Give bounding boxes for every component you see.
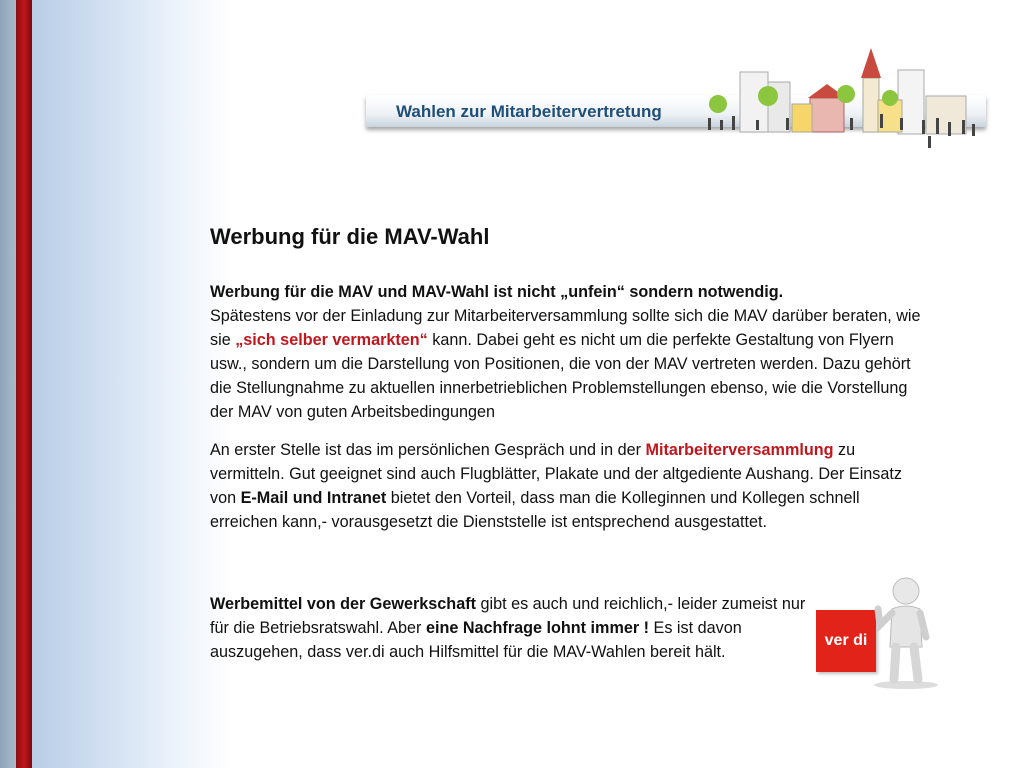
comm-text-1: An erster Stelle ist das im persönlichen Gespräch und in der xyxy=(210,441,646,459)
intro-text-2: kann. Dabei geht es nicht um die perfekte Gestaltung von Flyern usw., sondern um die Darstellung von Positionen, die von der MAV vertreten werden. Dazu gehört die Stellungnahme zu aktuellen innerbetrieblichen Problemstellungen ebenso, wie die Vorstellung der MAV von guten Arbeitsbedingungen xyxy=(210,331,911,421)
comm-highlight-email: E-Mail und Intranet xyxy=(240,489,387,507)
intro-lead-sentence: Werbung für die MAV und MAV-Wahl ist nicht „unfein“ sondern notwendig. xyxy=(210,283,784,301)
intro-highlight: „sich selber vermarkten“ xyxy=(235,331,428,349)
paragraph-intro xyxy=(210,280,930,424)
comm-text-2: zu vermitteln. Gut geeignet sind auch Flugblätter, Plakate und der altgediente Aushang. Der Einsatz von xyxy=(210,441,902,507)
union-text-1: gibt es auch und reichlich,- leider zumeist nur für die Betriebsratswahl. Aber xyxy=(210,595,806,637)
paragraph-communication xyxy=(210,438,930,534)
union-lead: Werbemittel von der Gewerkschaft xyxy=(210,595,476,613)
union-text-2: Es ist davon auszugehen, dass ver.di auch Hilfsmittel für die MAV-Wahlen bereit hält. xyxy=(210,619,742,661)
side-gradient-blue xyxy=(32,0,232,768)
banner-title: Wahlen zur Mitarbeitervertretung xyxy=(396,102,662,121)
paragraph-union xyxy=(210,592,810,664)
comm-text-3: bietet den Vorteil, dass man die Kolleginnen und Kollegen schnell erreichen kann,- vorausgesetzt die Dienststelle ist entsprechend ausgestattet. xyxy=(210,489,860,531)
intro-text-1: Spätestens vor der Einladung zur Mitarbeiterversammlung sollte sich die MAV darüber beraten, wie sie xyxy=(210,307,921,349)
verdi-logo: ver di xyxy=(816,610,876,672)
town-illustration-icon xyxy=(700,44,990,154)
page-heading: Werbung für die MAV-Wahl xyxy=(210,224,490,249)
union-highlight: eine Nachfrage lohnt immer ! xyxy=(425,619,650,637)
side-stripe-red xyxy=(16,0,32,768)
comm-highlight-versammlung: Mitarbeiterversammlung xyxy=(645,441,834,459)
thumbs-up-figure-icon xyxy=(868,575,948,690)
side-stripe-gray xyxy=(0,0,16,768)
